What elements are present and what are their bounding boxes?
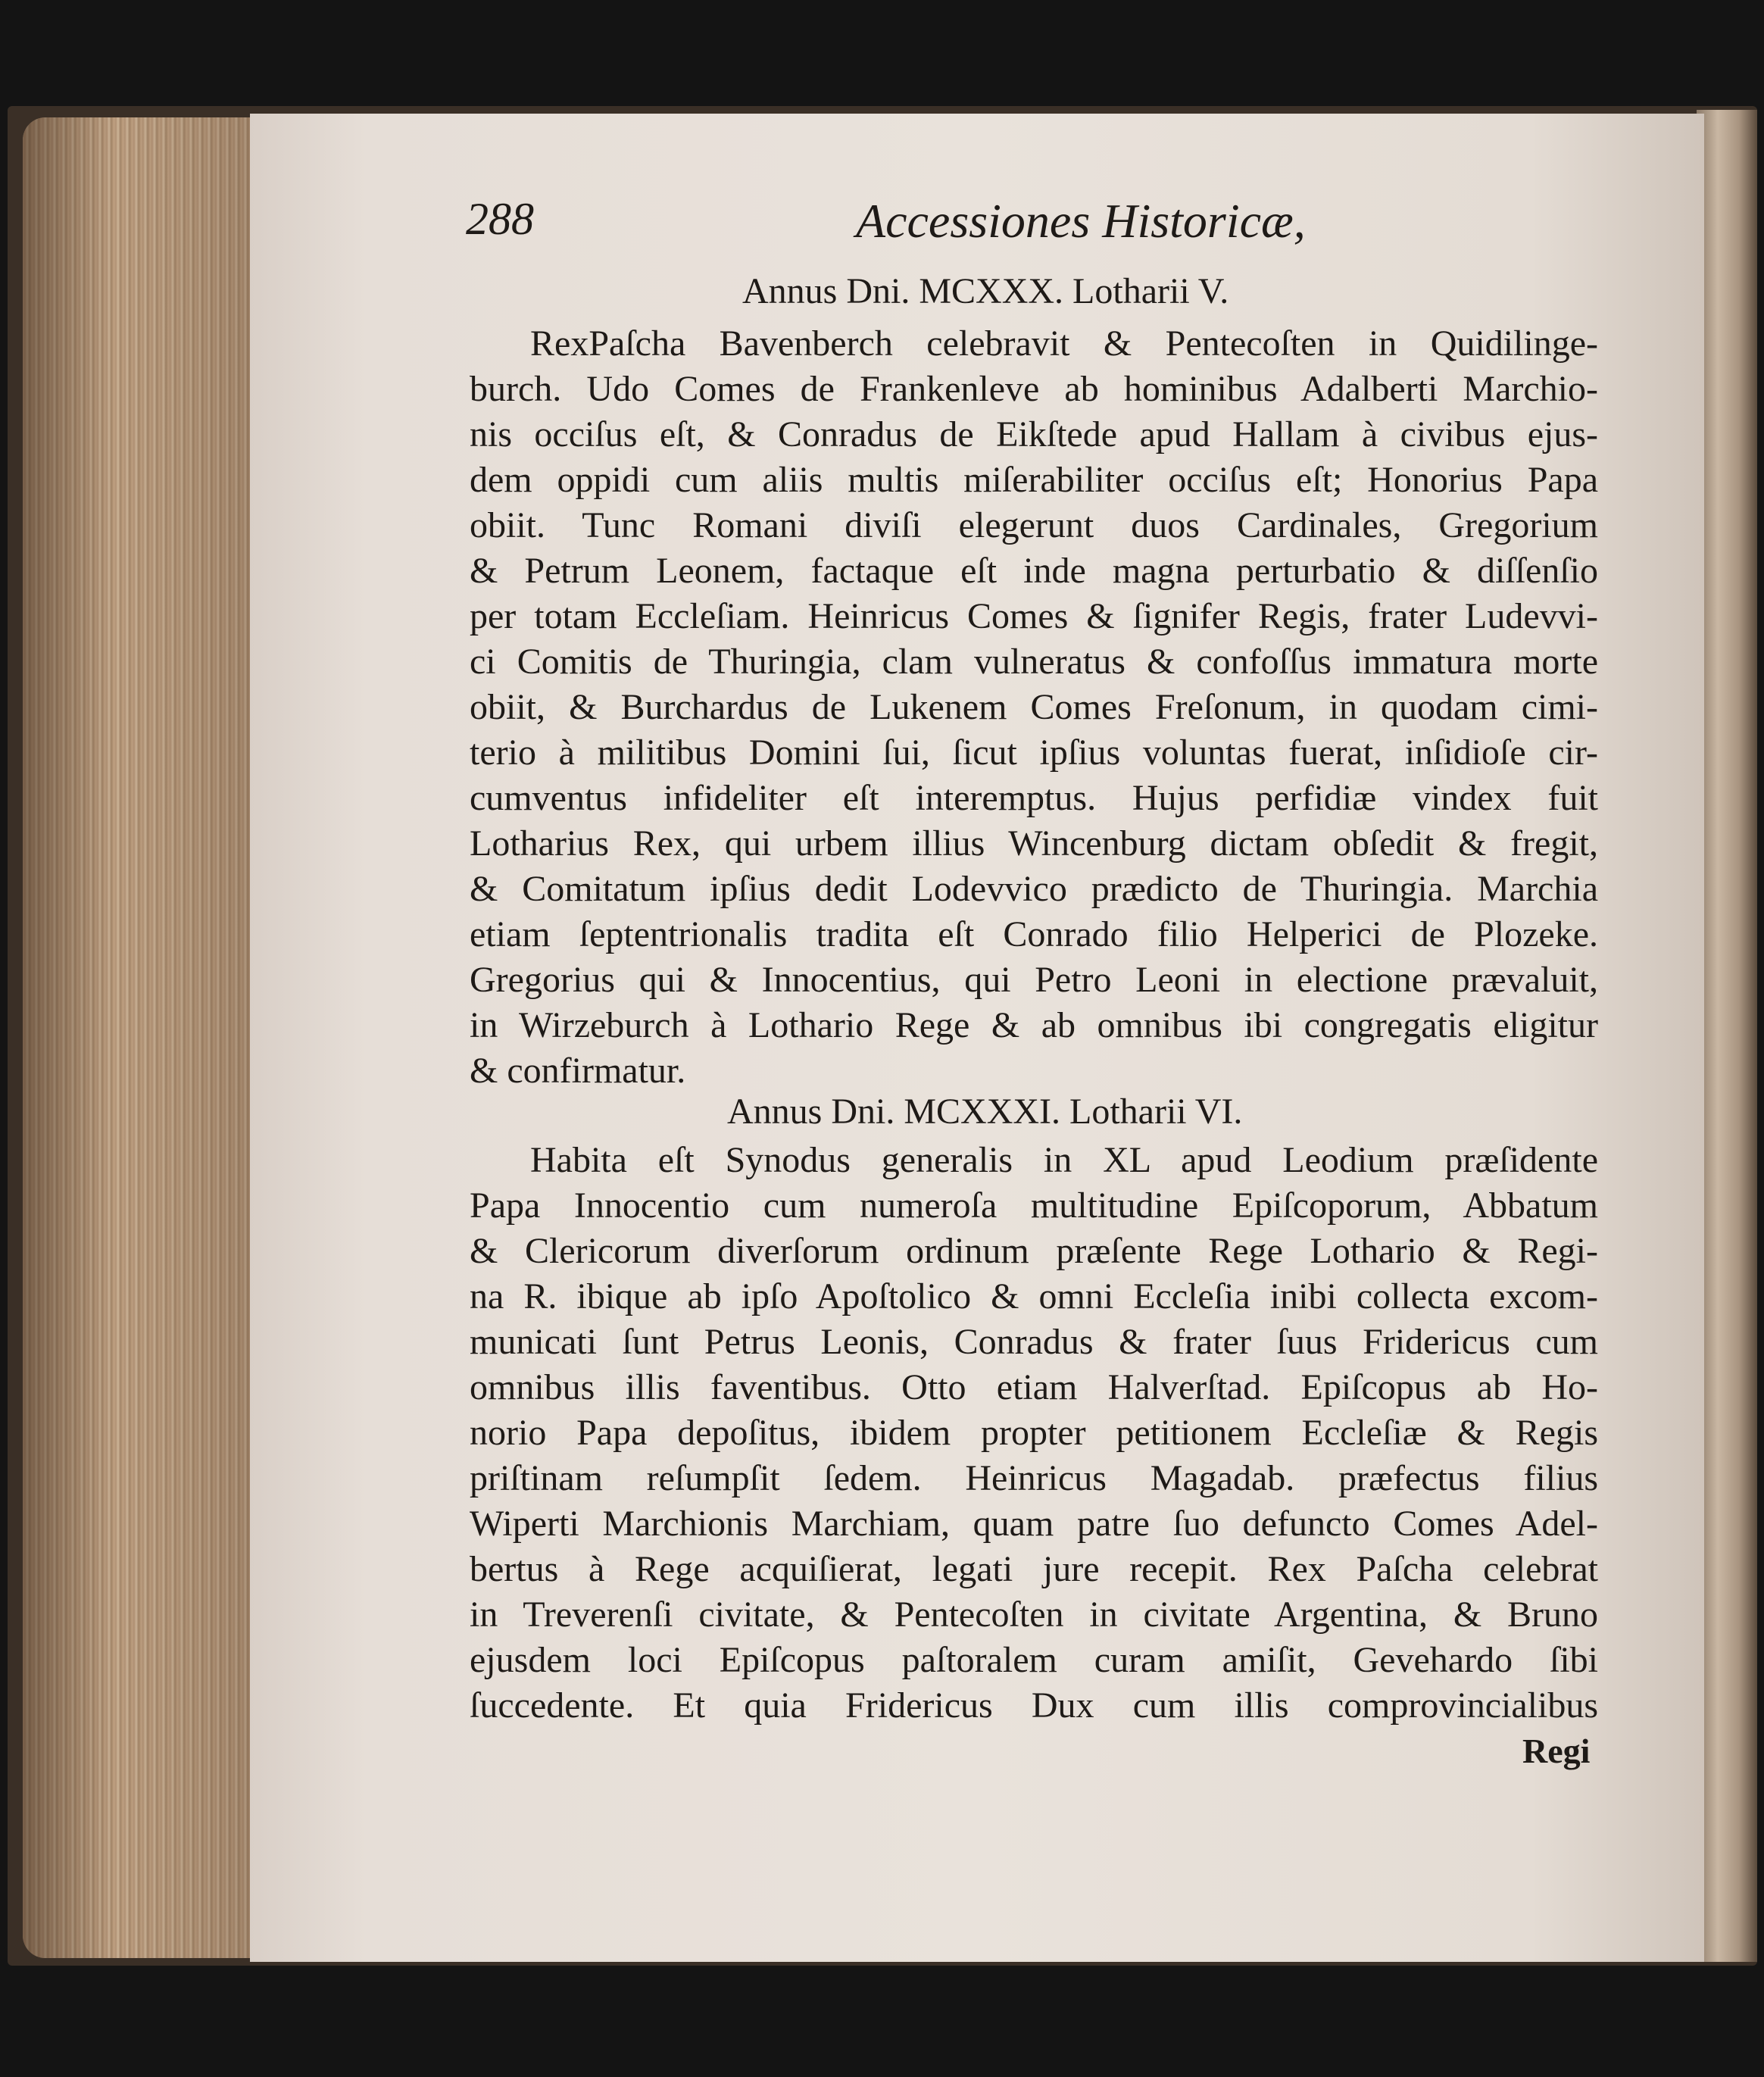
text-line: dem oppidi cum aliis multis miſerabiliter occiſus eſt; Honorius Papa	[470, 460, 1598, 500]
text-line: priſtinam reſumpſit ſedem. Heinricus Magadab. præfectus filius	[470, 1458, 1598, 1498]
text-line: cumventus infideliter eſt interemptus. Hujus perfidiæ vindex fuit	[470, 778, 1598, 818]
text-line: bertus à Rege acquiſierat, legati jure recepit. Rex Paſcha celebrat	[470, 1549, 1598, 1589]
text-line: ſuccedente. Et quia Fridericus Dux cum illis comprovincialibus	[470, 1685, 1598, 1726]
text-line: burch. Udo Comes de Frankenleve ab hominibus Adalberti Marchio-	[470, 369, 1598, 409]
section-1130-body	[470, 321, 1598, 1094]
text-line: & confirmatur.	[470, 1051, 686, 1091]
page-header	[466, 193, 1602, 261]
text-line: omnibus illis faventibus. Otto etiam Halverſtad. Epiſcopus ab Ho-	[470, 1367, 1598, 1407]
text-line: Wiperti Marchionis Marchiam, quam patre ſuo defuncto Comes Adel-	[470, 1504, 1598, 1544]
gutter	[1697, 110, 1757, 1962]
section-1131-body	[470, 1138, 1598, 1729]
text-line: per totam Eccleſiam. Heinricus Comes & ſignifer Regis, frater Ludevvi-	[470, 596, 1598, 636]
text-line: Lotharius Rex, qui urbem illius Wincenburg dictam obſedit & fregit,	[470, 823, 1598, 864]
year-heading-1131: Annus Dni. MCXXXI. Lotharii VI.	[727, 1092, 1243, 1132]
text-line: obiit. Tunc Romani diviſi elegerunt duos Cardinales, Gregorium	[470, 505, 1598, 545]
catchword: Regi	[1522, 1732, 1591, 1770]
text-line: & Clericorum diverſorum ordinum præſente Rege Lothario & Regi-	[470, 1231, 1598, 1271]
text-line: Gregorius qui & Innocentius, qui Petro Leoni in electione prævaluit,	[470, 960, 1598, 1000]
running-head: Accessiones Historicæ,	[856, 194, 1306, 248]
text-line: Papa Innocentio cum numeroſa multitudine Epiſcoporum, Abbatum	[470, 1185, 1598, 1226]
text-line: municati ſunt Petrus Leonis, Conradus & frater ſuus Fridericus cum	[470, 1322, 1598, 1362]
text-line: etiam ſeptentrionalis tradita eſt Conrado filio Helperici de Plozeke.	[470, 914, 1598, 954]
text-line: obiit, & Burchardus de Lukenem Comes Freſonum, in quodam cimi-	[470, 687, 1598, 727]
text-line: Habita eſt Synodus generalis in XL apud Leodium præſidente	[530, 1140, 1598, 1180]
text-line: nis occiſus eſt, & Conradus de Eikſtede apud Hallam à civibus ejus-	[470, 414, 1598, 454]
page-number: 288	[466, 194, 534, 244]
text-line: na R. ibique ab ipſo Apoſtolico & omni Eccleſia inibi collecta excom-	[470, 1276, 1598, 1316]
text-line: in Treverenſi civitate, & Pentecoſten in civitate Argentina, & Bruno	[470, 1594, 1598, 1635]
text-line: in Wirzeburch à Lothario Rege & ab omnibus ibi congregatis eligitur	[470, 1005, 1598, 1045]
text-line: ejusdem loci Epiſcopus paſtoralem curam amiſit, Gevehardo ſibi	[470, 1640, 1598, 1680]
text-line: norio Papa depoſitus, ibidem propter petitionem Eccleſiæ & Regis	[470, 1413, 1598, 1453]
text-line: & Petrum Leonem, factaque eſt inde magna perturbatio & diſſenſio	[470, 551, 1598, 591]
text-line: ci Comitis de Thuringia, clam vulneratus & confoſſus immatura morte	[470, 642, 1598, 682]
year-heading-1130: Annus Dni. MCXXX. Lotharii V.	[742, 271, 1229, 311]
text-line: terio à militibus Domini ſui, ſicut ipſius voluntas fuerat, inſidioſe cir-	[470, 732, 1598, 773]
text-line: RexPaſcha Bavenberch celebravit & Pentecoſten in Quidilinge-	[530, 323, 1598, 364]
text-line: & Comitatum ipſius dedit Lodevvico prædicto de Thuringia. Marchia	[470, 869, 1598, 909]
page-edges-shadow	[23, 117, 254, 1958]
